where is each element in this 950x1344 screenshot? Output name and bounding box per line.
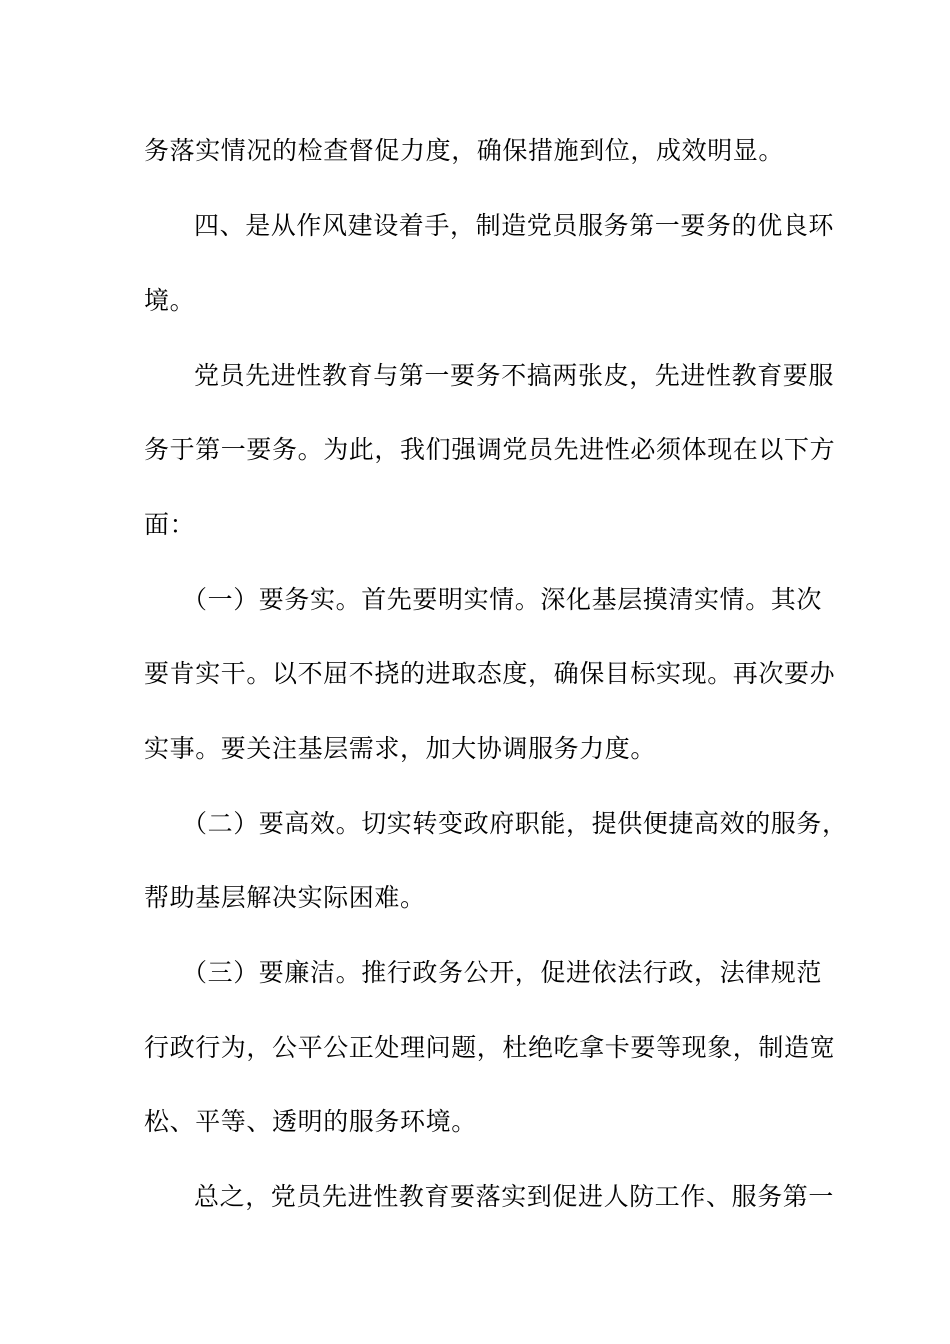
text-line: 务落实情况的检查督促力度，确保措施到位，成效明显。 [144,136,785,165]
text-line: 松、平等、透明的服务环境。 [144,1107,477,1136]
list-item-heading: （三）要廉洁。推行政务公开，促进依法行政，法律规范 [182,958,823,987]
section-heading: 四、是从作风建设着手，制造党员服务第一要务的优良环 [194,211,835,240]
list-item-heading: （二）要高效。切实转变政府职能，提供便捷高效的服务， [182,809,848,838]
text-line: 总之，党员先进性教育要落实到促进人防工作、服务第一 [194,1182,835,1211]
text-line: 行政行为，公平公正处理问题，杜绝吃拿卡要等现象，制造宽 [144,1033,836,1062]
text-line: 要肯实干。以不屈不挠的进取态度，确保目标实现。再次要办 [144,659,836,688]
text-line: 务于第一要务。为此，我们强调党员先进性必须体现在以下方 [144,435,836,464]
text-line: 党员先进性教育与第一要务不搞两张皮，先进性教育要服 [194,361,835,390]
text-line: 帮助基层解决实际困难。 [144,883,426,912]
text-line: 面： [144,510,196,539]
list-item-heading: （一）要务实。首先要明实情。深化基层摸清实情。其次 [182,585,823,614]
text-line: 境。 [144,286,196,315]
text-line: 实事。要关注基层需求，加大协调服务力度。 [144,734,657,763]
